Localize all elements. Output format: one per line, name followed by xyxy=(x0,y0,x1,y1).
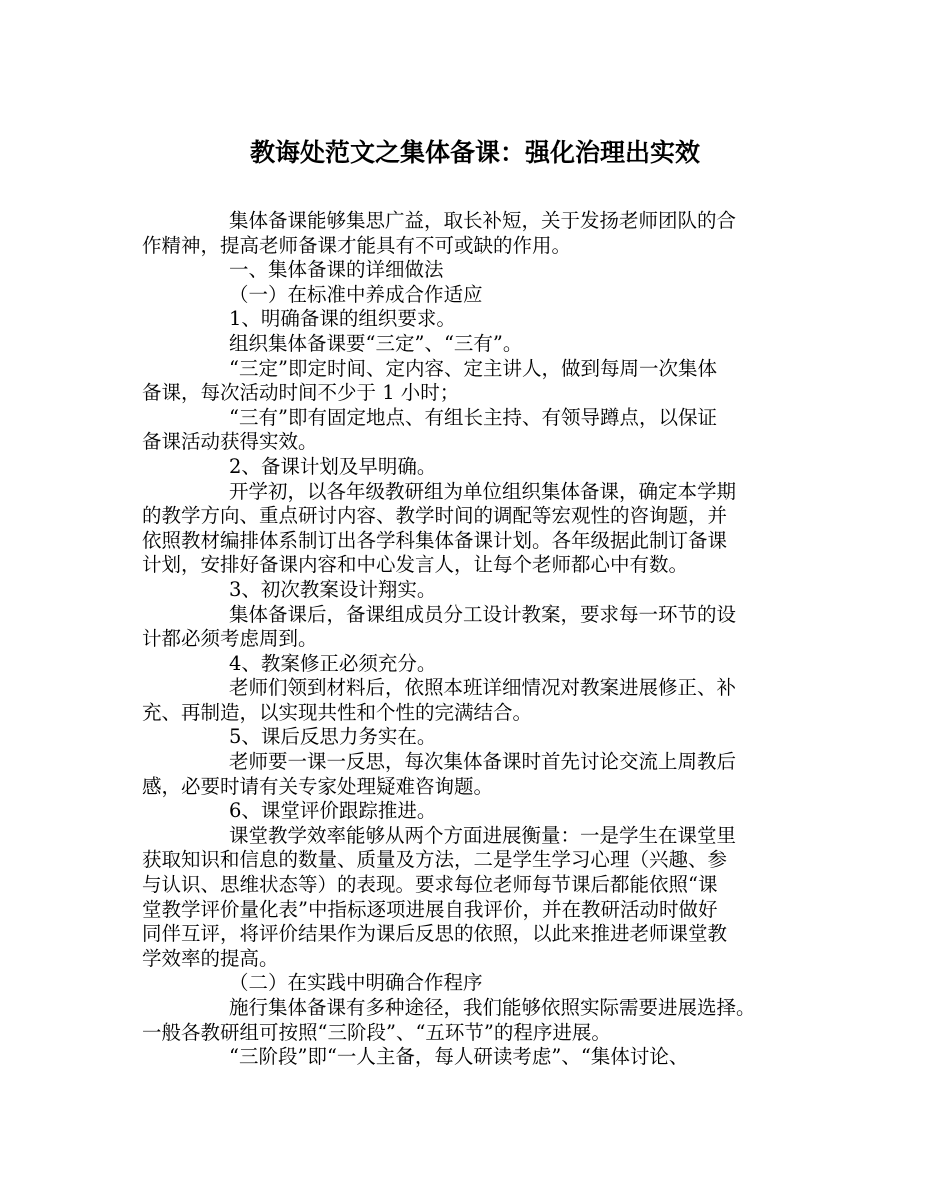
text-line: 1、明确备课的组织要求。 xyxy=(229,307,456,331)
text-line: 一般各教研组可按照“三阶段”、“五环节”的程序进展。 xyxy=(142,1020,611,1044)
text-line: 获取知识和信息的数量、质量及方法，二是学生学习心理（兴趣、参 xyxy=(142,848,728,872)
text-line: 依照教材编排体系制订出各学科集体备课计划。各年级据此制订备课 xyxy=(142,528,728,552)
text-line: 学效率的提高。 xyxy=(142,946,279,970)
text-line: 堂教学评价量化表”中指标逐项进展自我评价，并在教研活动时做好 xyxy=(142,897,718,921)
text-line: 计划，安排好备课内容和中心发言人，让每个老师都心中有数。 xyxy=(142,553,689,577)
text-line: “三有”即有固定地点、有组长主持、有领导蹲点，以保证 xyxy=(229,405,717,429)
text-line: 5、课后反思力务实在。 xyxy=(229,725,437,749)
text-line: 6、课堂评价跟踪推进。 xyxy=(229,799,437,823)
text-line: 作精神，提高老师备课才能具有不可或缺的作用。 xyxy=(142,233,572,257)
text-line: 课堂教学效率能够从两个方面进展衡量：一是学生在课堂里 xyxy=(229,823,737,847)
document-body xyxy=(142,209,812,1070)
text-line: 同伴互评，将评价结果作为课后反思的依照，以此来推进老师课堂教 xyxy=(142,922,728,946)
text-line: 集体备课后，备课组成员分工设计教案，要求每一环节的设 xyxy=(229,602,737,626)
text-line: 备课活动获得实效。 xyxy=(142,430,318,454)
text-line: 3、初次教案设计翔实。 xyxy=(229,577,437,601)
text-line: 的教学方向、重点研讨内容、教学时间的调配等宏观性的咨询题，并 xyxy=(142,504,728,528)
text-line: 备课，每次活动时间不少于 1 小时； xyxy=(142,381,460,405)
text-line: “三定”即定时间、定内容、定主讲人，做到每周一次集体 xyxy=(229,356,717,380)
text-line: 老师们领到材料后，依照本班详细情况对教案进展修正、补 xyxy=(229,676,737,700)
text-line: 2、备课计划及早明确。 xyxy=(229,454,437,478)
text-line: （二）在实践中明确合作程序 xyxy=(229,971,483,995)
text-line: （一）在标准中养成合作适应 xyxy=(229,282,483,306)
text-line: 一、集体备课的详细做法 xyxy=(229,258,444,282)
text-line: 计都必须考虑周到。 xyxy=(142,627,318,651)
text-line: 集体备课能够集思广益，取长补短，关于发扬老师团队的合 xyxy=(229,209,737,232)
text-line: 充、再制造，以实现共性和个性的完满结合。 xyxy=(142,700,533,724)
text-line: 老师要一课一反思，每次集体备课时首先讨论交流上周教后 xyxy=(229,750,737,774)
text-line: 感，必要时请有关专家处理疑难咨询题。 xyxy=(142,774,494,798)
document-title: 教诲处范文之集体备课：强化治理出实效 xyxy=(249,138,700,167)
text-line: 开学初，以各年级教研组为单位组织集体备课，确定本学期 xyxy=(229,479,737,503)
text-line: 与认识、思维状态等）的表现。要求每位老师每节课后都能依照“课 xyxy=(142,873,718,897)
text-line: 4、教案修正必须充分。 xyxy=(229,651,437,675)
text-line: 组织集体备课要“三定”、“三有”。 xyxy=(229,331,523,355)
text-line: “三阶段”即“一人主备，每人研读考虑”、“集体讨论、 xyxy=(229,1045,689,1069)
text-line: 施行集体备课有多种途径，我们能够依照实际需要进展选择。 xyxy=(229,996,756,1019)
